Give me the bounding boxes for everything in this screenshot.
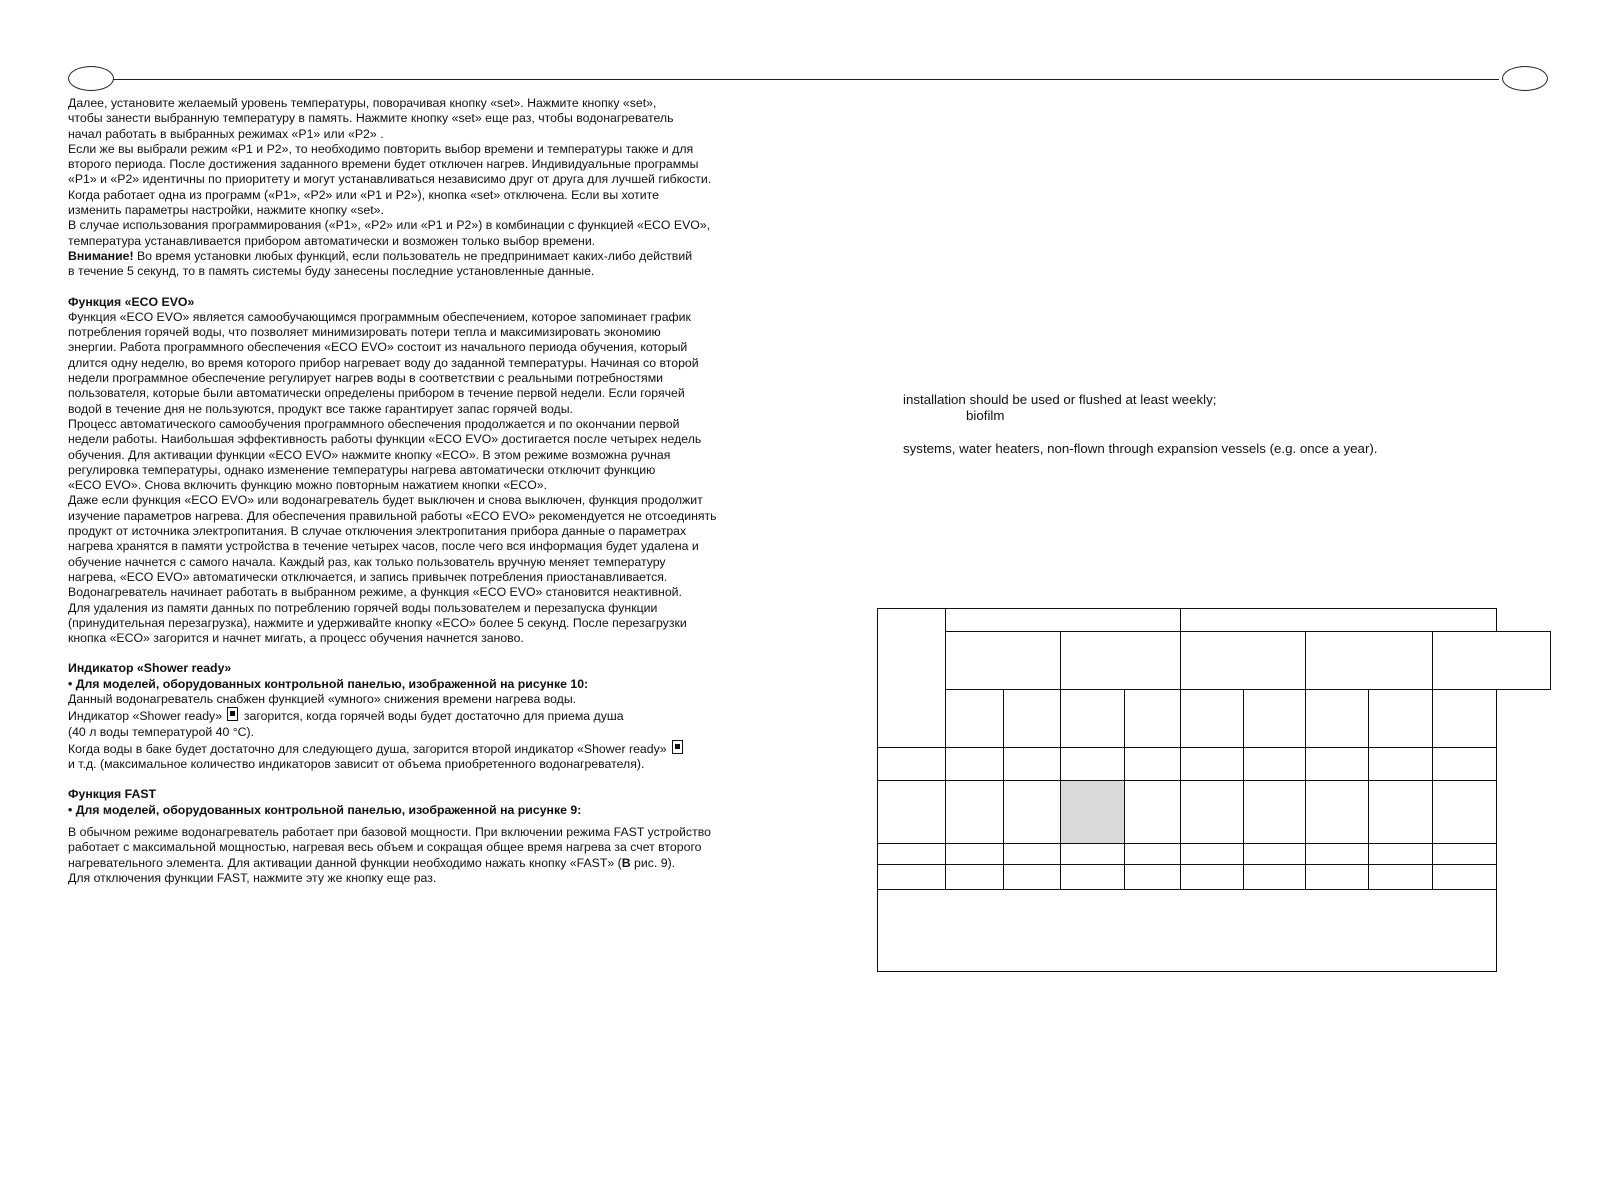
table-grid xyxy=(877,608,1551,972)
table-row xyxy=(878,748,1551,781)
table-cell xyxy=(1181,690,1244,748)
text-line: кнопка «ECO» загорится и начнет мигать, а процесс обучения начнется заново. xyxy=(68,631,524,646)
shower-heading-name: Shower ready xyxy=(143,661,225,676)
fast-heading xyxy=(68,787,758,802)
table-cell xyxy=(946,690,1004,748)
text-line: длится одну неделю, во время которого прибор нагревает воду до заданной температуры. Начиная со второй xyxy=(68,355,699,370)
table-cell xyxy=(878,781,946,843)
table-cell xyxy=(1061,632,1181,690)
table-cell xyxy=(1369,781,1433,843)
warning-text: Во время установки любых функций, если пользователь не предпринимает каких-либо действий xyxy=(133,248,693,263)
table-cell xyxy=(1181,632,1306,690)
text-line: водой в течение дня не пользуются, продукт все также гарантирует запас горячей воды. xyxy=(68,401,573,416)
shower-heading xyxy=(68,661,758,676)
table-row xyxy=(878,632,1551,690)
table-row xyxy=(878,690,1551,748)
shower-heading-suffix: » xyxy=(224,661,232,676)
table-cell xyxy=(946,632,1061,690)
shower-models-text: • Для моделей, оборудованных контрольной панелью, изображенной на рисунке 10: xyxy=(68,676,589,691)
shower-heading-prefix: Индикатор « xyxy=(68,661,144,676)
table-cell xyxy=(946,864,1004,889)
text-line: энергии. Работа программного обеспечения «ECO EVO» состоит из начального периода обучения, который xyxy=(68,340,688,355)
table-cell xyxy=(1244,748,1306,781)
text-line: потребления горячей воды, что позволяет минимизировать потери тепла и максимизировать экономию xyxy=(68,325,661,340)
fast-text-b: В xyxy=(621,855,631,870)
table-cell xyxy=(1306,690,1369,748)
table-cell xyxy=(1244,864,1306,889)
table-cell xyxy=(1244,781,1306,843)
page-number-oval-right xyxy=(1502,66,1548,91)
fast-models-text: • Для моделей, оборудованных контрольной панелью, изображенной на рисунке 9: xyxy=(68,802,582,817)
text-line xyxy=(68,856,758,871)
text-line: начал работать в выбранных режимах «P1» или «P2» . xyxy=(68,126,384,141)
text-line: Водонагреватель начинает работать в выбранном режиме, а функция «ECO EVO» становится неактивной. xyxy=(68,585,682,600)
table-cell xyxy=(1125,781,1181,843)
shower-text-b: загорится, когда горячей воды будет достаточно для приема душа xyxy=(243,709,624,724)
shower-ready-icon xyxy=(227,707,238,721)
table-cell xyxy=(946,609,1181,632)
table-cell xyxy=(1004,864,1061,889)
fast-text-a: нагревательного элемента. Для активации данной функции необходимо нажать кнопку «FAST» ( xyxy=(68,855,622,870)
table-cell xyxy=(1433,843,1497,864)
shower-text-a: Индикатор «Shower ready» xyxy=(68,709,223,724)
text-line: В случае использования программирования («P1», «P2» или «P1 и P2») в комбинации с функцией «ECO EVO», xyxy=(68,218,711,233)
table-cell xyxy=(1061,690,1125,748)
table-cell xyxy=(1181,748,1244,781)
text-line: Даже если функция «ECO EVO» или водонагреватель будет выключен и снова выключен, функция продолжит xyxy=(68,493,703,508)
table-cell xyxy=(1433,781,1497,843)
text-line: и т.д. (максимальное количество индикаторов зависит от объема приобретенного водонагревателя). xyxy=(68,757,645,772)
text-line: в течение 5 секунд, то в память системы буду занесены последние установленные данные. xyxy=(68,264,595,279)
shower-models xyxy=(68,677,758,692)
table-cell xyxy=(1004,843,1061,864)
shower-ready-icon xyxy=(672,740,683,754)
text-line: В обычном режиме водонагреватель работает при базовой мощности. При включении режима FAST устройство xyxy=(68,825,711,840)
text-line: «ECO EVO». Снова включить функцию можно повторным нажатием кнопки «ECO». xyxy=(68,478,548,493)
fast-text-c: рис. 9). xyxy=(630,855,676,870)
table-cell xyxy=(878,843,946,864)
table-cell xyxy=(1306,781,1369,843)
table-row xyxy=(878,609,1551,632)
table-cell xyxy=(1004,690,1061,748)
table-footer-cell xyxy=(878,889,1497,971)
shaded-cell xyxy=(1061,781,1125,843)
table-cell xyxy=(1004,781,1061,843)
text-line: недели работы. Наибольшая эффективность работы функции «ECO EVO» достигается после четырех недель xyxy=(68,432,702,447)
fast-models xyxy=(68,803,758,818)
text-line: пользователя, которые были автоматически определены прибором в течение первой недели. Если горячей xyxy=(68,386,685,401)
table-cell xyxy=(1181,864,1244,889)
table-cell xyxy=(1244,690,1306,748)
table-cell xyxy=(878,609,946,748)
table-cell xyxy=(1061,748,1125,781)
table-cell xyxy=(1004,748,1061,781)
shower-text-c: Когда воды в баке будет достаточно для следующего душа, загорится второй индикатор «Shower ready» xyxy=(68,741,667,756)
page-number-oval-left xyxy=(68,66,114,91)
text-line: Процесс автоматического самообучения программного обеспечения продолжается и по окончании первой xyxy=(68,416,680,431)
table-cell xyxy=(1244,843,1306,864)
text-line xyxy=(68,740,758,757)
table-cell xyxy=(946,843,1004,864)
table-cell xyxy=(1306,843,1369,864)
text-line: Для отключения функции FAST, нажмите эту же кнопку еще раз. xyxy=(68,870,437,885)
table-cell xyxy=(1061,864,1125,889)
eco-heading xyxy=(68,295,758,310)
text-line: Для удаления из памяти данных по потреблению горячей воды пользователем и перезапуска функции xyxy=(68,600,658,615)
table-cell xyxy=(1306,632,1433,690)
text-line: обучение начнется с самого начала. Каждый раз, как только пользователь вручную меняет температуру xyxy=(68,554,666,569)
text-line: нагрева, «ECO EVO» автоматически отключается, и запись привычек потребления приостанавливается. xyxy=(68,569,668,584)
table-cell xyxy=(878,748,946,781)
text-line: второго периода. После достижения заданного времени будет отключен нагрев. Индивидуальные программы xyxy=(68,157,699,172)
text-line: обучения. Для активации функции «ECO EVO» нажмите кнопку «ECO». В этом режиме возможна ручная xyxy=(68,447,671,462)
table-cell xyxy=(1369,864,1433,889)
text-line: работает с максимальной мощностью, нагревая весь объем и сокращая общее время нагрева за счет второго xyxy=(68,840,702,855)
text-line: Если же вы выбрали режим «P1 и P2», то необходимо повторить выбор времени и температуры также и для xyxy=(68,141,694,156)
table-row xyxy=(878,864,1551,889)
right-text-line: systems, water heaters, non-flown through expansion vessels (e.g. once a year). xyxy=(903,441,1378,456)
text-line xyxy=(68,707,758,724)
table-cell xyxy=(1433,690,1497,748)
text-line: температура устанавливается прибором автоматически и возможен только выбор времени. xyxy=(68,233,596,248)
table-cell xyxy=(1369,690,1433,748)
table-cell xyxy=(1181,781,1244,843)
table-cell xyxy=(1433,864,1497,889)
table-cell xyxy=(946,781,1004,843)
header-rule xyxy=(112,79,1499,80)
text-line: Функция «ECO EVO» является самообучающимся программным обеспечением, которое запоминает график xyxy=(68,309,691,324)
text-line: (принудительная перезагрузка), нажмите и удерживайте кнопку «ECO» более 5 секунд. После перезагрузки xyxy=(68,615,687,630)
text-line: Данный водонагреватель снабжен функцией «умного» снижения времени нагрева воды. xyxy=(68,691,577,706)
table-cell xyxy=(1125,690,1181,748)
table-row xyxy=(878,843,1551,864)
table-cell xyxy=(1369,843,1433,864)
eco-heading-text: Функция «ECO EVO» xyxy=(68,294,195,309)
table-cell xyxy=(1433,748,1497,781)
text-line: (40 л воды температурой 40 °С). xyxy=(68,724,255,739)
table-cell xyxy=(1125,843,1181,864)
table-cell xyxy=(1125,748,1181,781)
table-row xyxy=(878,781,1551,843)
text-line: чтобы занести выбранную температуру в память. Нажмите кнопку «set» еще раз, чтобы водонагреватель xyxy=(68,111,674,126)
text-line: недели программное обеспечение регулирует нагрев воды в соответствии с реальными потребностями xyxy=(68,371,664,386)
fast-heading-text: Функция FAST xyxy=(68,787,157,802)
left-column xyxy=(68,96,758,886)
text-line: изучение параметров нагрева. Для обеспечения правильной работы «ECO EVO» рекомендуется не отсоединять xyxy=(68,508,717,523)
table-cell xyxy=(1369,748,1433,781)
table-cell xyxy=(1061,843,1125,864)
maintenance-table xyxy=(877,608,1551,972)
text-line: Далее, установите желаемый уровень температуры, поворачивая кнопку «set». Нажмите кнопку «set», xyxy=(68,96,657,110)
text-line: Когда работает одна из программ («P1», «P2» или «P1 и P2»), кнопка «set» отключена. Если вы хотите xyxy=(68,187,660,202)
text-line: регулировка температуры, однако изменение температуры нагрева автоматически отключит функцию xyxy=(68,462,656,477)
table-cell xyxy=(1306,748,1369,781)
right-text-line: installation should be used or flushed at least weekly; xyxy=(903,392,1217,407)
table-cell xyxy=(946,748,1004,781)
text-line: нагрева хранятся в памяти устройства в течение четырех часов, после чего вся информация будет удалена и xyxy=(68,539,699,554)
text-line: «P1» и «P2» идентичны по приоритету и могут устанавливаться независимо друг от друга для лучшей гибкости. xyxy=(68,172,712,187)
right-text-line: biofilm xyxy=(966,408,1005,423)
text-line: продукт от источника электропитания. В случае отключения электропитания прибора данные о параметрах xyxy=(68,524,687,539)
table-cell xyxy=(1306,864,1369,889)
text-line: изменить параметры настройки, нажмите кнопку «set». xyxy=(68,203,384,218)
table-cell xyxy=(878,864,946,889)
warning-line xyxy=(68,249,758,264)
table-row xyxy=(878,889,1551,971)
table-cell xyxy=(1181,843,1244,864)
table-cell xyxy=(1125,864,1181,889)
table-cell xyxy=(1181,609,1497,632)
table-cell xyxy=(1433,632,1551,690)
warning-label: Внимание! xyxy=(68,248,134,263)
